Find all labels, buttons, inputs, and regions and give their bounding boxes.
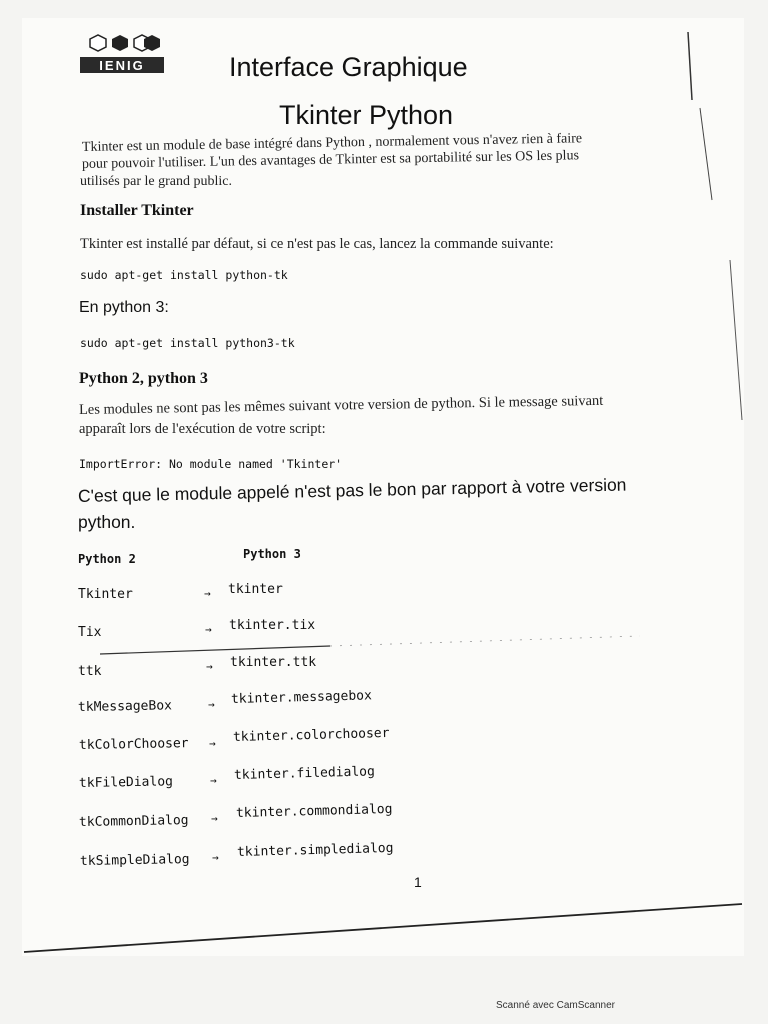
table-row-py3: tkinter.simpledialog [236,840,394,860]
table-row-py3: tkinter.filedialog [233,764,376,783]
arrow-icon: → [212,851,219,864]
heading-install: Installer Tkinter [80,202,194,219]
versions-text-2: apparaît lors de l'exécution de votre script: [79,421,326,437]
arrow-icon: → [205,623,212,636]
error-message: ImportError: No module named 'Tkinter' [79,457,343,471]
install-text: Tkinter est installé par défaut, si ce n'est pas le cas, lancez la commande suivante: [80,236,554,252]
svg-text:IENIG: IENIG [99,58,145,73]
arrow-icon: → [206,660,213,673]
conclusion-line-2: python. [78,512,136,532]
arrow-icon: → [204,587,211,600]
python3-label: En python 3: [79,299,169,316]
conclusion-line-1: C'est que le module appelé n'est pas le bon par rapport à votre version [77,474,627,506]
table-header-python2: Python 2 [78,552,136,566]
table-row-py3: tkinter [228,582,283,597]
page-subtitle: Tkinter Python [279,100,454,130]
scanner-watermark: Scanné avec CamScanner [496,1000,615,1011]
table-row-py2: tkColorChooser [78,736,189,753]
table-header-python3: Python 3 [243,547,301,561]
page-number: 1 [414,874,422,890]
page-title: Interface Graphique [229,52,468,82]
arrow-icon: → [211,812,218,825]
install-command-py3: sudo apt-get install python3-tk [80,336,295,350]
arrow-icon: → [209,737,216,750]
intro-line-3: utilisés par le grand public. [80,174,233,189]
table-row-py3: tkinter.commondialog [235,801,393,821]
heading-versions: Python 2, python 3 [79,370,208,387]
arrow-icon: → [210,774,217,787]
table-row-py3: tkinter.colorchooser [232,725,390,745]
table-row-py2: ttk [78,664,102,679]
table-row-py2: tkSimpleDialog [79,852,190,869]
table-row-py3: tkinter.tix [229,618,316,633]
table-row-py2: Tkinter [78,587,133,602]
table-row-py2: tkCommonDialog [78,813,189,830]
intro-line-1: Tkinter est un module de base intégré dans Python , normalement vous n'avez rien à faire [81,131,583,155]
table-row-py2: tkFileDialog [78,774,174,791]
table-row-py2: tkMessageBox [77,698,173,715]
logo-icon [78,33,166,77]
table-row-py2: Tix [78,625,102,640]
install-command: sudo apt-get install python-tk [80,268,288,282]
arrow-icon: → [208,698,215,711]
versions-text-1: Les modules ne sont pas les mêmes suivant votre version de python. Si le message suivant [78,392,604,418]
intro-line-2: pour pouvoir l'utiliser. L'un des avantages de Tkinter est sa portabilité sur les OS les plus [81,148,580,172]
table-row-py3: tkinter.ttk [230,655,317,670]
table-row-py3: tkinter.messagebox [230,688,373,707]
